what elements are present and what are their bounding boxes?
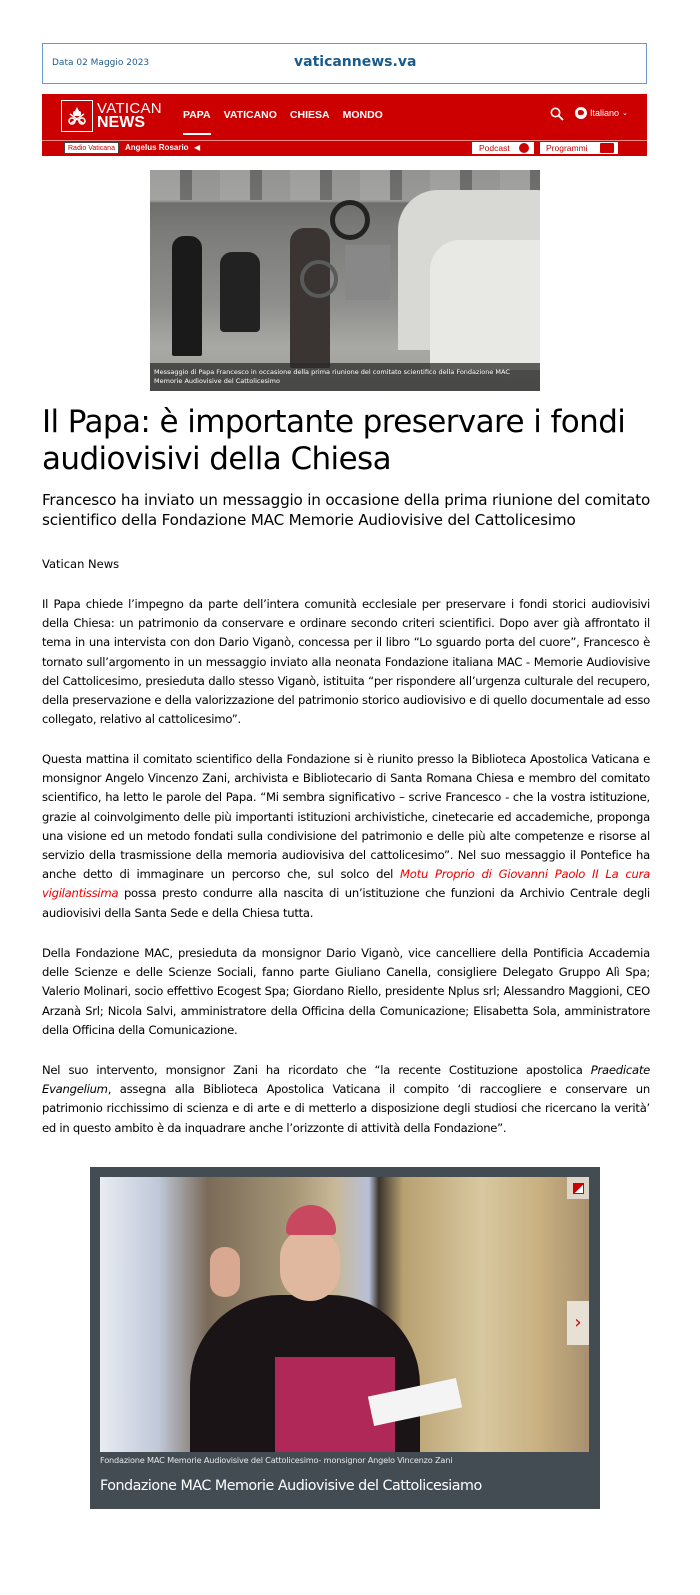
praedicate-evangelium-title: Praedicate Evangelium [42, 1063, 650, 1097]
logo-line1: VATICAN [97, 99, 162, 117]
photo-film-reel-lower [300, 260, 338, 298]
photo-face [280, 1229, 340, 1301]
main-nav [183, 109, 383, 135]
photo-figure-kneeling [220, 252, 260, 332]
hero-image[interactable] [150, 170, 540, 391]
publish-date: Data 02 Maggio 2023 [52, 58, 150, 68]
article-paragraph [42, 750, 650, 923]
chevron-right-icon[interactable]: › [567, 1301, 589, 1345]
podcast-icon [519, 143, 529, 153]
nav-item-papa[interactable]: PAPA [183, 109, 211, 135]
podcast-button[interactable] [472, 142, 534, 154]
language-selector[interactable] [575, 107, 628, 119]
photo-vehicle-front [430, 240, 540, 370]
globe-icon [575, 107, 587, 119]
photo-figure-pope [290, 228, 330, 368]
paragraph-text: , assegna alla Biblioteca Apostolica Vaticana il compito ‘di raccogliere e conservare un patrimonio ricchissimo di scienza e di arte e di metterlo a disposizione degli studiosi che ricercano la verità’ ed in questo ambito è da inquadrare anche l’orizzonte di attività della Fondazione”. [42, 1082, 650, 1135]
top-info-box [42, 43, 647, 84]
paragraph-text: possa presto condurre alla nascita di un’istituzione che funzioni da Archivio Centrale degli audiovisivi della Santa Sede e della Chiesa tutta. [42, 886, 650, 920]
radio-icon [600, 143, 614, 153]
nav-item-chiesa[interactable]: CHIESA [289, 109, 330, 121]
vatican-news-logo[interactable] [61, 99, 166, 132]
article-paragraph: Il Papa chiede l’impegno da parte dell’intera comunità ecclesiale per preservare i fondi storici audiovisivi della Chiesa: un patrimonio da conservare e ordinare secondo criteri scientifici. Dopo aver già affrontato il tema in una intervista con don Dario Viganò, concessa per il libro “Lo sguardo porta del cuore”, Francesco è tornato sull’argomento in un messaggio inviato alla neonata Fondazione italiana MAC - Memorie Audiovisive del Cattolicesimo, presieduta dallo stesso Viganò, istituita “per rispondere all’urgenza culturale del recupero, della preservazione e della valorizzazione del patrimonio storico audiovisivo e di quello documentale ad esso collegato, relativo al cattolicesimo”. [42, 597, 650, 727]
article-byline: Vatican News [42, 557, 120, 571]
photo-projector [345, 245, 390, 300]
language-label: Italiano [590, 108, 620, 118]
radio-vaticana-button[interactable]: Radio Vaticana [64, 142, 119, 154]
motu-proprio-link[interactable]: Motu Proprio di Giovanni Paolo II La cura vigilantissima [42, 867, 651, 901]
gallery-title: Fondazione MAC Memorie Audiovisive del Cattolicesiamo [100, 1478, 482, 1494]
podcast-label: Podcast [479, 143, 510, 153]
paragraph-text: Nel suo intervento, monsignor Zani ha ricordato che “la recente Costituzione apostolica [42, 1063, 591, 1077]
site-domain[interactable]: vaticannews.va [294, 54, 417, 70]
search-icon[interactable] [550, 107, 564, 121]
photo-raised-hand [210, 1247, 240, 1297]
papal-keys-emblem-icon [61, 100, 93, 132]
expand-icon[interactable] [567, 1177, 589, 1199]
header-divider [42, 140, 647, 141]
programmi-label: Programmi [546, 143, 588, 153]
speaker-icon[interactable]: ◀ [194, 143, 201, 152]
gallery-image[interactable] [100, 1177, 589, 1452]
angelus-rosario-link[interactable]: Angelus Rosario [125, 143, 189, 152]
photo-gallery [90, 1167, 600, 1509]
photo-film-reel [330, 200, 370, 240]
chevron-down-icon: ⌄ [622, 110, 628, 117]
photo-figure [172, 236, 202, 356]
gallery-caption: Fondazione MAC Memorie Audiovisive del Cattolicesimo- monsignor Angelo Vincenzo Zani [100, 1455, 453, 1465]
article-subtitle: Francesco ha inviato un messaggio in occasione della prima riunione del comitato scientifico della Fondazione MAC Memorie Audiovisive del Cattolicesimo [42, 491, 651, 529]
programmi-button[interactable] [540, 142, 618, 154]
hero-caption: Messaggio di Papa Francesco in occasione della prima riunione del comitato scientifico della Fondazione MAC Memorie Audiovisive del Cattolicesimo [150, 363, 540, 391]
article-title: Il Papa: è importante preservare i fondi audiovisivi della Chiesa [42, 404, 626, 477]
paragraph-text: Questa mattina il comitato scientifico della Fondazione si è riunito presso la Biblioteca Apostolica Vaticana e monsignor Angelo Vincenzo Zani, archivista e Bibliotecario di Santa Romana Chiesa e membro del comitato scientifico, ha letto le parole del Papa. “Mi sembra significativo – scrive Francesco - che la vostra istituzione, grazie al coinvolgimento delle più importanti istituzioni archivistiche, cinetecarie ed accademiche, proponga una visione ed un metodo fondati sulla condivisione del patrimonio e delle più alte competenze e risorse al servizio della trasmissione della memoria audiovisiva del cattolicesimo”. Nel suo messaggio il Pontefice ha anche detto di immaginare un percorso che, sul solco del [42, 752, 650, 882]
photo-zucchetto [286, 1205, 336, 1235]
article-paragraph: Della Fondazione MAC, presieduta da monsignor Dario Viganò, vice cancelliere della Pontificia Accademia delle Scienze e delle Scienze Sociali, fanno parte Giuliano Canella, consigliere Delegato Gruppo Alì Spa; Valerio Molinari, socio effettivo Ecogest Spa; Giordano Riello, presidente Nplus srl; Alessandro Maggioni, CEO Arzanà Srl; Nicola Salvi, amministratore della Officina della Comunicazione; Elisabetta Sola, amministratore della Officina della Comunicazione. [42, 946, 650, 1037]
site-header [42, 94, 647, 156]
nav-item-vaticano[interactable]: VATICANO [223, 109, 277, 121]
article-paragraph [42, 1061, 650, 1138]
nav-item-mondo[interactable]: MONDO [342, 109, 383, 121]
logo-line2: NEWS [97, 113, 145, 131]
